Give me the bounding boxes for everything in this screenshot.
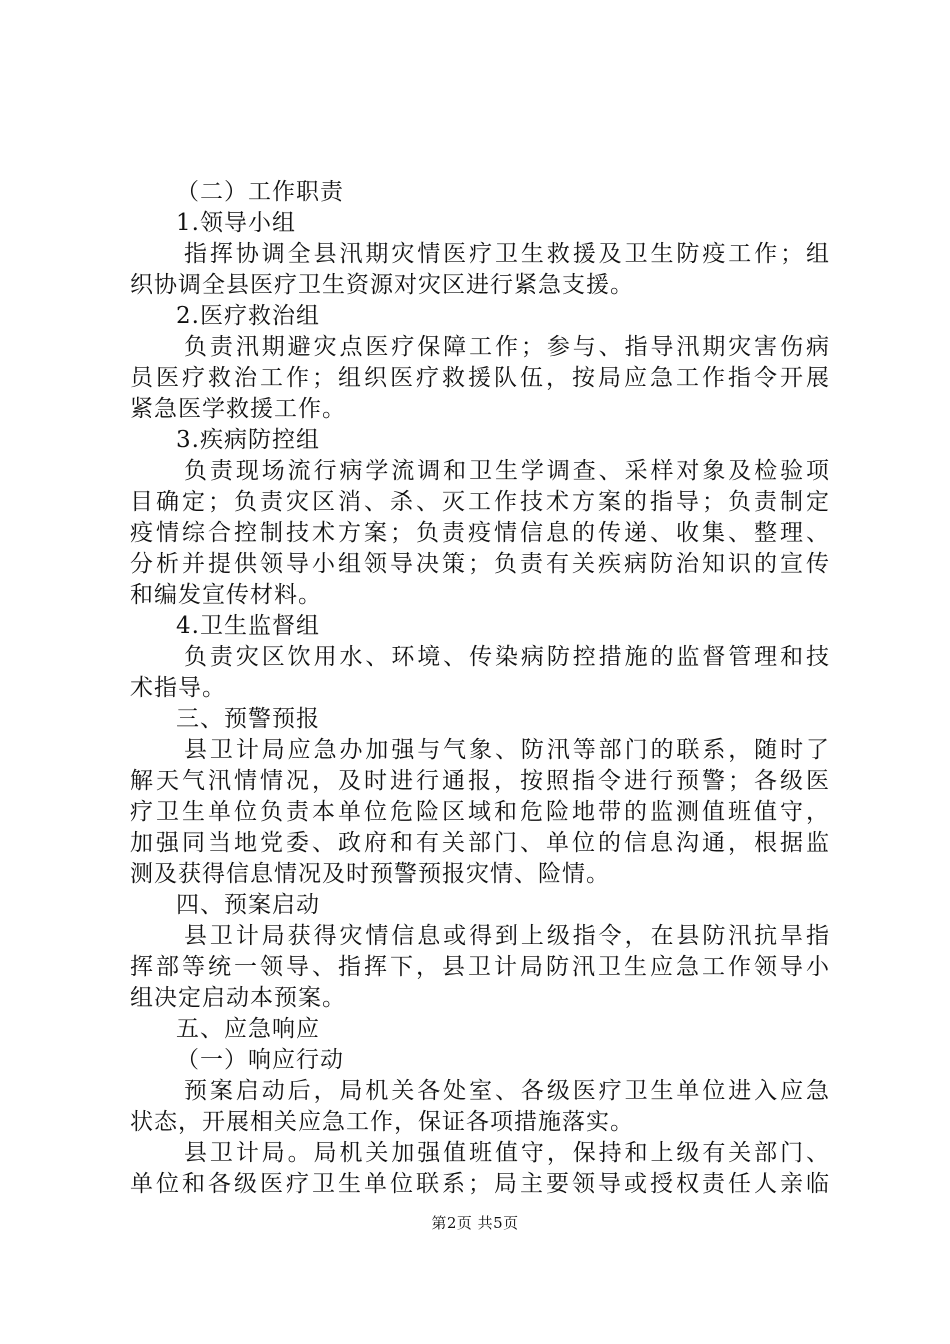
paragraph-line: 疫情综合控制技术方案；负责疫情信息的传递、收集、整理、 [130, 520, 830, 546]
paragraph-line: 员医疗救治工作；组织医疗救援队伍，按局应急工作指令开展 [130, 365, 830, 391]
paragraph-line: 预案启动后，局机关各处室、各级医疗卫生单位进入应急 [184, 1078, 830, 1104]
paragraph-line: 状态，开展相关应急工作，保证各项措施落实。 [130, 1109, 634, 1135]
paragraph-line: 县卫计局。局机关加强值班值守，保持和上级有关部门、 [184, 1140, 830, 1166]
subsection-heading: 3.疾病防控组 [176, 427, 320, 453]
paragraph-line: 单位和各级医疗卫生单位联系；局主要领导或授权责任人亲临 [130, 1171, 830, 1197]
paragraph-line: 县卫计局获得灾情信息或得到上级指令，在县防汛抗旱指 [184, 923, 830, 949]
paragraph-line: 织协调全县医疗卫生资源对灾区进行紧急支援。 [130, 272, 634, 298]
paragraph-line: 解天气汛情情况，及时进行通报，按照指令进行预警；各级医 [130, 768, 830, 794]
section-heading: 五、应急响应 [176, 1016, 320, 1042]
section-heading: 四、预案启动 [176, 892, 320, 918]
page-number-footer: 第2页 共5页 [431, 1214, 519, 1232]
document-body [130, 177, 830, 1200]
paragraph-line: 挥部等统一领导、指挥下，县卫计局防汛卫生应急工作领导小 [130, 954, 830, 980]
paragraph-line: 测及获得信息情况及时预警预报灾情、险情。 [130, 861, 610, 887]
paragraph-line: 和编发宣传材料。 [130, 582, 322, 608]
paragraph-line: 县卫计局应急办加强与气象、防汛等部门的联系，随时了 [184, 737, 830, 763]
subsection-heading: 4.卫生监督组 [176, 613, 320, 639]
subsection-heading: 2.医疗救治组 [176, 303, 320, 329]
paragraph-line: 术指导。 [130, 675, 226, 701]
paragraph-line: 负责现场流行病学流调和卫生学调查、采样对象及检验项 [184, 458, 830, 484]
paragraph-line: 分析并提供领导小组领导决策；负责有关疾病防治知识的宣传 [130, 551, 830, 577]
paragraph-line: 目确定；负责灾区消、杀、灭工作技术方案的指导；负责制定 [130, 489, 830, 515]
paragraph-line: 组决定启动本预案。 [130, 985, 346, 1011]
subsection-heading: 1.领导小组 [176, 210, 296, 236]
paragraph-line: 加强同当地党委、政府和有关部门、单位的信息沟通，根据监 [130, 830, 830, 856]
paragraph-line: 疗卫生单位负责本单位危险区域和危险地带的监测值班值守， [130, 799, 830, 825]
paragraph-line: 紧急医学救援工作。 [130, 396, 346, 422]
paragraph-line: 负责汛期避灾点医疗保障工作；参与、指导汛期灾害伤病 [184, 334, 830, 360]
paragraph-line: 指挥协调全县汛期灾情医疗卫生救援及卫生防疫工作；组 [184, 241, 830, 267]
paragraph-line: 负责灾区饮用水、环境、传染病防控措施的监督管理和技 [184, 644, 830, 670]
section-heading: （二）工作职责 [176, 179, 344, 205]
section-heading: 三、预警预报 [176, 706, 320, 732]
subsection-heading: （一）响应行动 [176, 1047, 344, 1073]
